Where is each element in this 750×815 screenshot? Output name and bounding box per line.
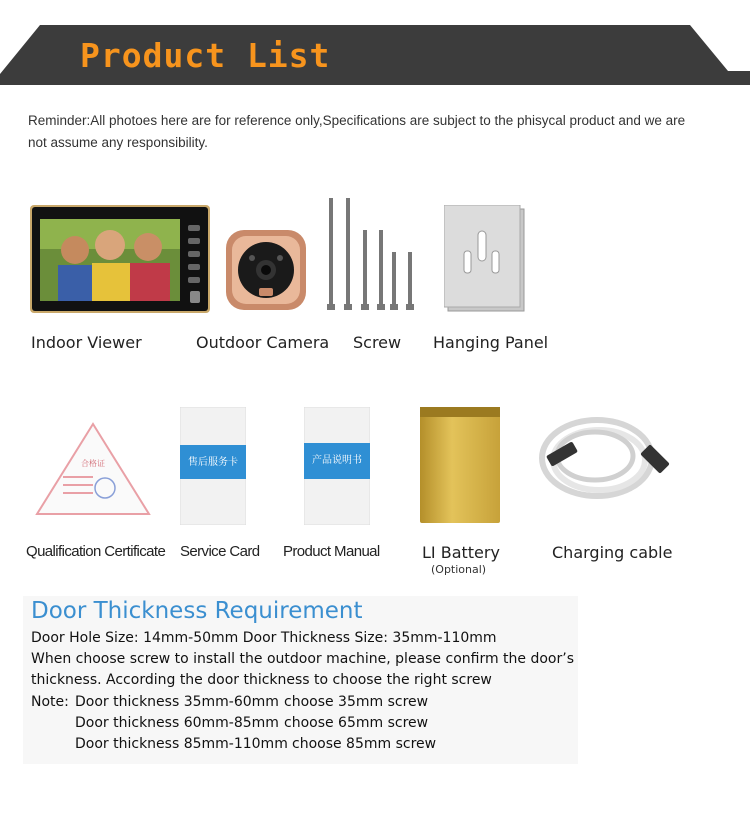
screw-label: Screw [353, 333, 402, 352]
requirement-line-3: thickness. According the door thickness to choose the right screw [31, 672, 492, 688]
requirement-line-2: When choose screw to install the outdoor machine, please confirm the door’s [31, 651, 574, 667]
outdoor-camera-image [226, 230, 306, 314]
indoor-viewer-image [30, 205, 210, 317]
battery-label: LI Battery [422, 543, 500, 562]
certificate-label: Qualification Certificate [26, 543, 166, 560]
battery-optional-note: (Optional) [431, 563, 487, 576]
product-manual-label: Product Manual [283, 543, 380, 560]
reminder-line-2: not assume any responsibility. [28, 135, 208, 150]
product-manual-image [304, 407, 370, 529]
charging-cable-image [537, 408, 677, 512]
note-screw-3: choose 85mm screw [292, 736, 437, 752]
hanging-panel-label: Hanging Panel [433, 333, 549, 352]
battery-image [420, 407, 500, 529]
product-manual-image-text: 产品说明书 [312, 455, 362, 466]
note-screw-2: choose 65mm screw [284, 715, 429, 731]
service-card-image-text: 售后服务卡 [188, 457, 238, 468]
note-thickness-2: Door thickness 60mm-85mm [75, 715, 279, 731]
reminder-line-1: Reminder:All photoes here are for reference only,Specifications are subject to the phisycal product and we are [28, 113, 686, 128]
charging-cable-label: Charging cable [552, 543, 673, 562]
indoor-viewer-label: Indoor Viewer [31, 333, 142, 352]
note-thickness-1: Door thickness 35mm-60mm [75, 694, 279, 710]
certificate-image-text: 合格证 [81, 459, 105, 468]
service-card-label: Service Card [180, 543, 260, 560]
note-label: Note: [31, 694, 69, 710]
screw-image [325, 196, 420, 318]
requirement-line-1: Door Hole Size: 14mm-50mm Door Thickness Size: 35mm-110mm [31, 630, 497, 646]
hanging-panel-image [444, 205, 526, 317]
requirement-title: Door Thickness Requirement [31, 598, 363, 624]
note-screw-1: choose 35mm screw [284, 694, 429, 710]
note-thickness-3: Door thickness 85mm-110mm [75, 736, 288, 752]
certificate-image [33, 420, 153, 524]
service-card-image [180, 407, 246, 529]
outdoor-camera-label: Outdoor Camera [196, 333, 330, 352]
page-title: Product List [80, 36, 331, 75]
reminder-text [28, 110, 708, 154]
